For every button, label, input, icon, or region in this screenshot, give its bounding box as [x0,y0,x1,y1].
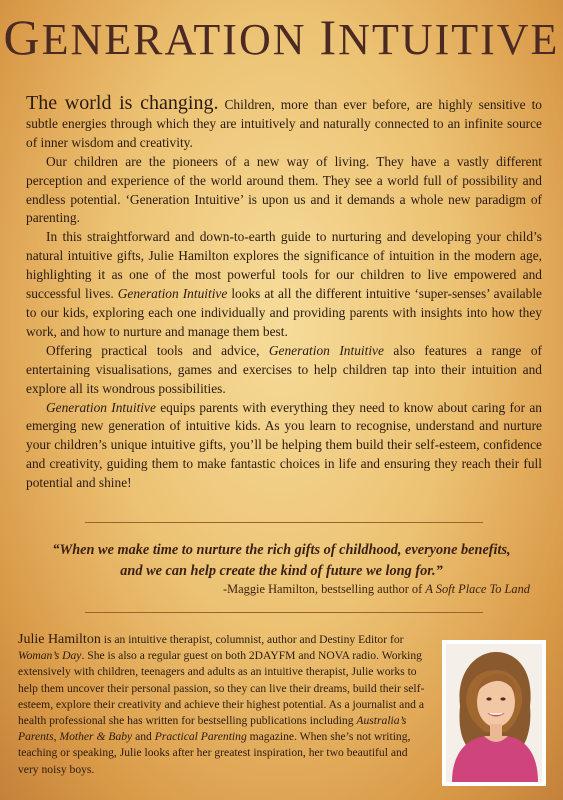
title-initial: G [3,9,42,65]
endorsement-quote [20,540,543,582]
quote-line: “When we make time to nurture the rich gifts of childhood, everyone benefits, [52,542,511,558]
publication-name: Woman’s Day [18,649,82,663]
book-title [0,8,563,66]
author-name: Julie Hamilton [18,632,101,647]
lead-sentence: The world is changing. [26,92,219,114]
bio-text: , [53,730,60,744]
book-title-ref: Generation Intuitive [46,399,156,415]
blurb [26,94,542,493]
paragraph [26,342,542,399]
quote-line: and we can help create the kind of future we long for.” [120,563,443,579]
attribution-text: -Maggie Hamilton, bestselling author of [223,582,426,596]
publication-name: Practical Parenting [154,730,247,744]
paragraph-text: equips parents with everything they need to know about caring for an emerging new generation of intuitive kids. As you learn to recognise, understand and nurture your children’s unique intuitive gifts, you’ll be helping them build their self-esteem, confidence and creativity, guiding them to make fantastic choices in life and ensuring they reach their full potential and shine! [26,399,542,491]
book-title-ref: Generation Intuitive [117,286,228,302]
book-reference: A Soft Place To Land [425,582,530,596]
title-word: ENERATION [41,15,307,64]
bio-text: magazine. When she’s not writing, teaching or speaking, Julie looks after her greatest inspiration, her two beautiful and very noisy boys. [18,730,411,776]
paragraph [26,228,542,341]
publication-name: Australia’s Parents [18,714,407,744]
bio-text: . She is also a regular guest on both 2DAYFM and NOVA radio. Working extensively with children, teenagers and adults as an intuitive therapist, Julie works to help them uncover their personal passion, so they can live their dreams, build their self-esteem, explore their creativity and achieve their highest potential. As a journalist and a health professional she has written for bestselling publications including [18,649,425,728]
title-word: NTUITIVE [338,15,560,64]
bio-text: is an intuitive therapist, columnist, author and Destiny Editor for [100,633,404,646]
author-portrait-image [446,644,542,782]
book-title-ref: Generation Intuitive [268,342,384,358]
publication-name: Mother & Baby [59,730,133,744]
intro-paragraph [26,94,542,153]
title-initial: I [319,9,339,65]
paragraph [26,399,542,494]
paragraph-text: looks at all the different intuitive ‘super-senses’ available to our kids, exploring each one individually and providing parents with insights into how they work, and how to nurture and manage them best. [26,286,542,339]
paragraph: Our children are the pioneers of a new way of living. They have a vastly different perception and experience of the world around them. They see a world full of possibility and endless potential. ‘Generation Intuitive’ is upon us and it demands a whole new paradigm of parenting. [26,153,542,226]
paragraph-text: also features a range of entertaining visualisations, games and exercises to help children tap into their intuition and explore all its wondrous possibilities. [26,342,542,396]
paragraph-text: In this straightforward and down-to-earth guide to nurturing and developing your child’s natural intuitive gifts, Julie Hamilton explores the significance of intuition in the modern age, highlighting it as one of the most powerful tools for our children to live empowered and successful lives. [26,229,542,302]
author-bio [18,632,428,778]
paragraph-text: Offering practical tools and advice, [46,342,269,358]
paragraph-text: Children, more than ever before, are highly sensitive to subtle energies through which they are intuitively and naturally connected to an infinite source of inner wisdom and creativity. [26,97,542,150]
bio-text: and [132,730,155,744]
quote-attribution [60,582,530,597]
author-photo [442,640,546,786]
divider-bottom [85,612,483,613]
divider-top [85,522,483,523]
